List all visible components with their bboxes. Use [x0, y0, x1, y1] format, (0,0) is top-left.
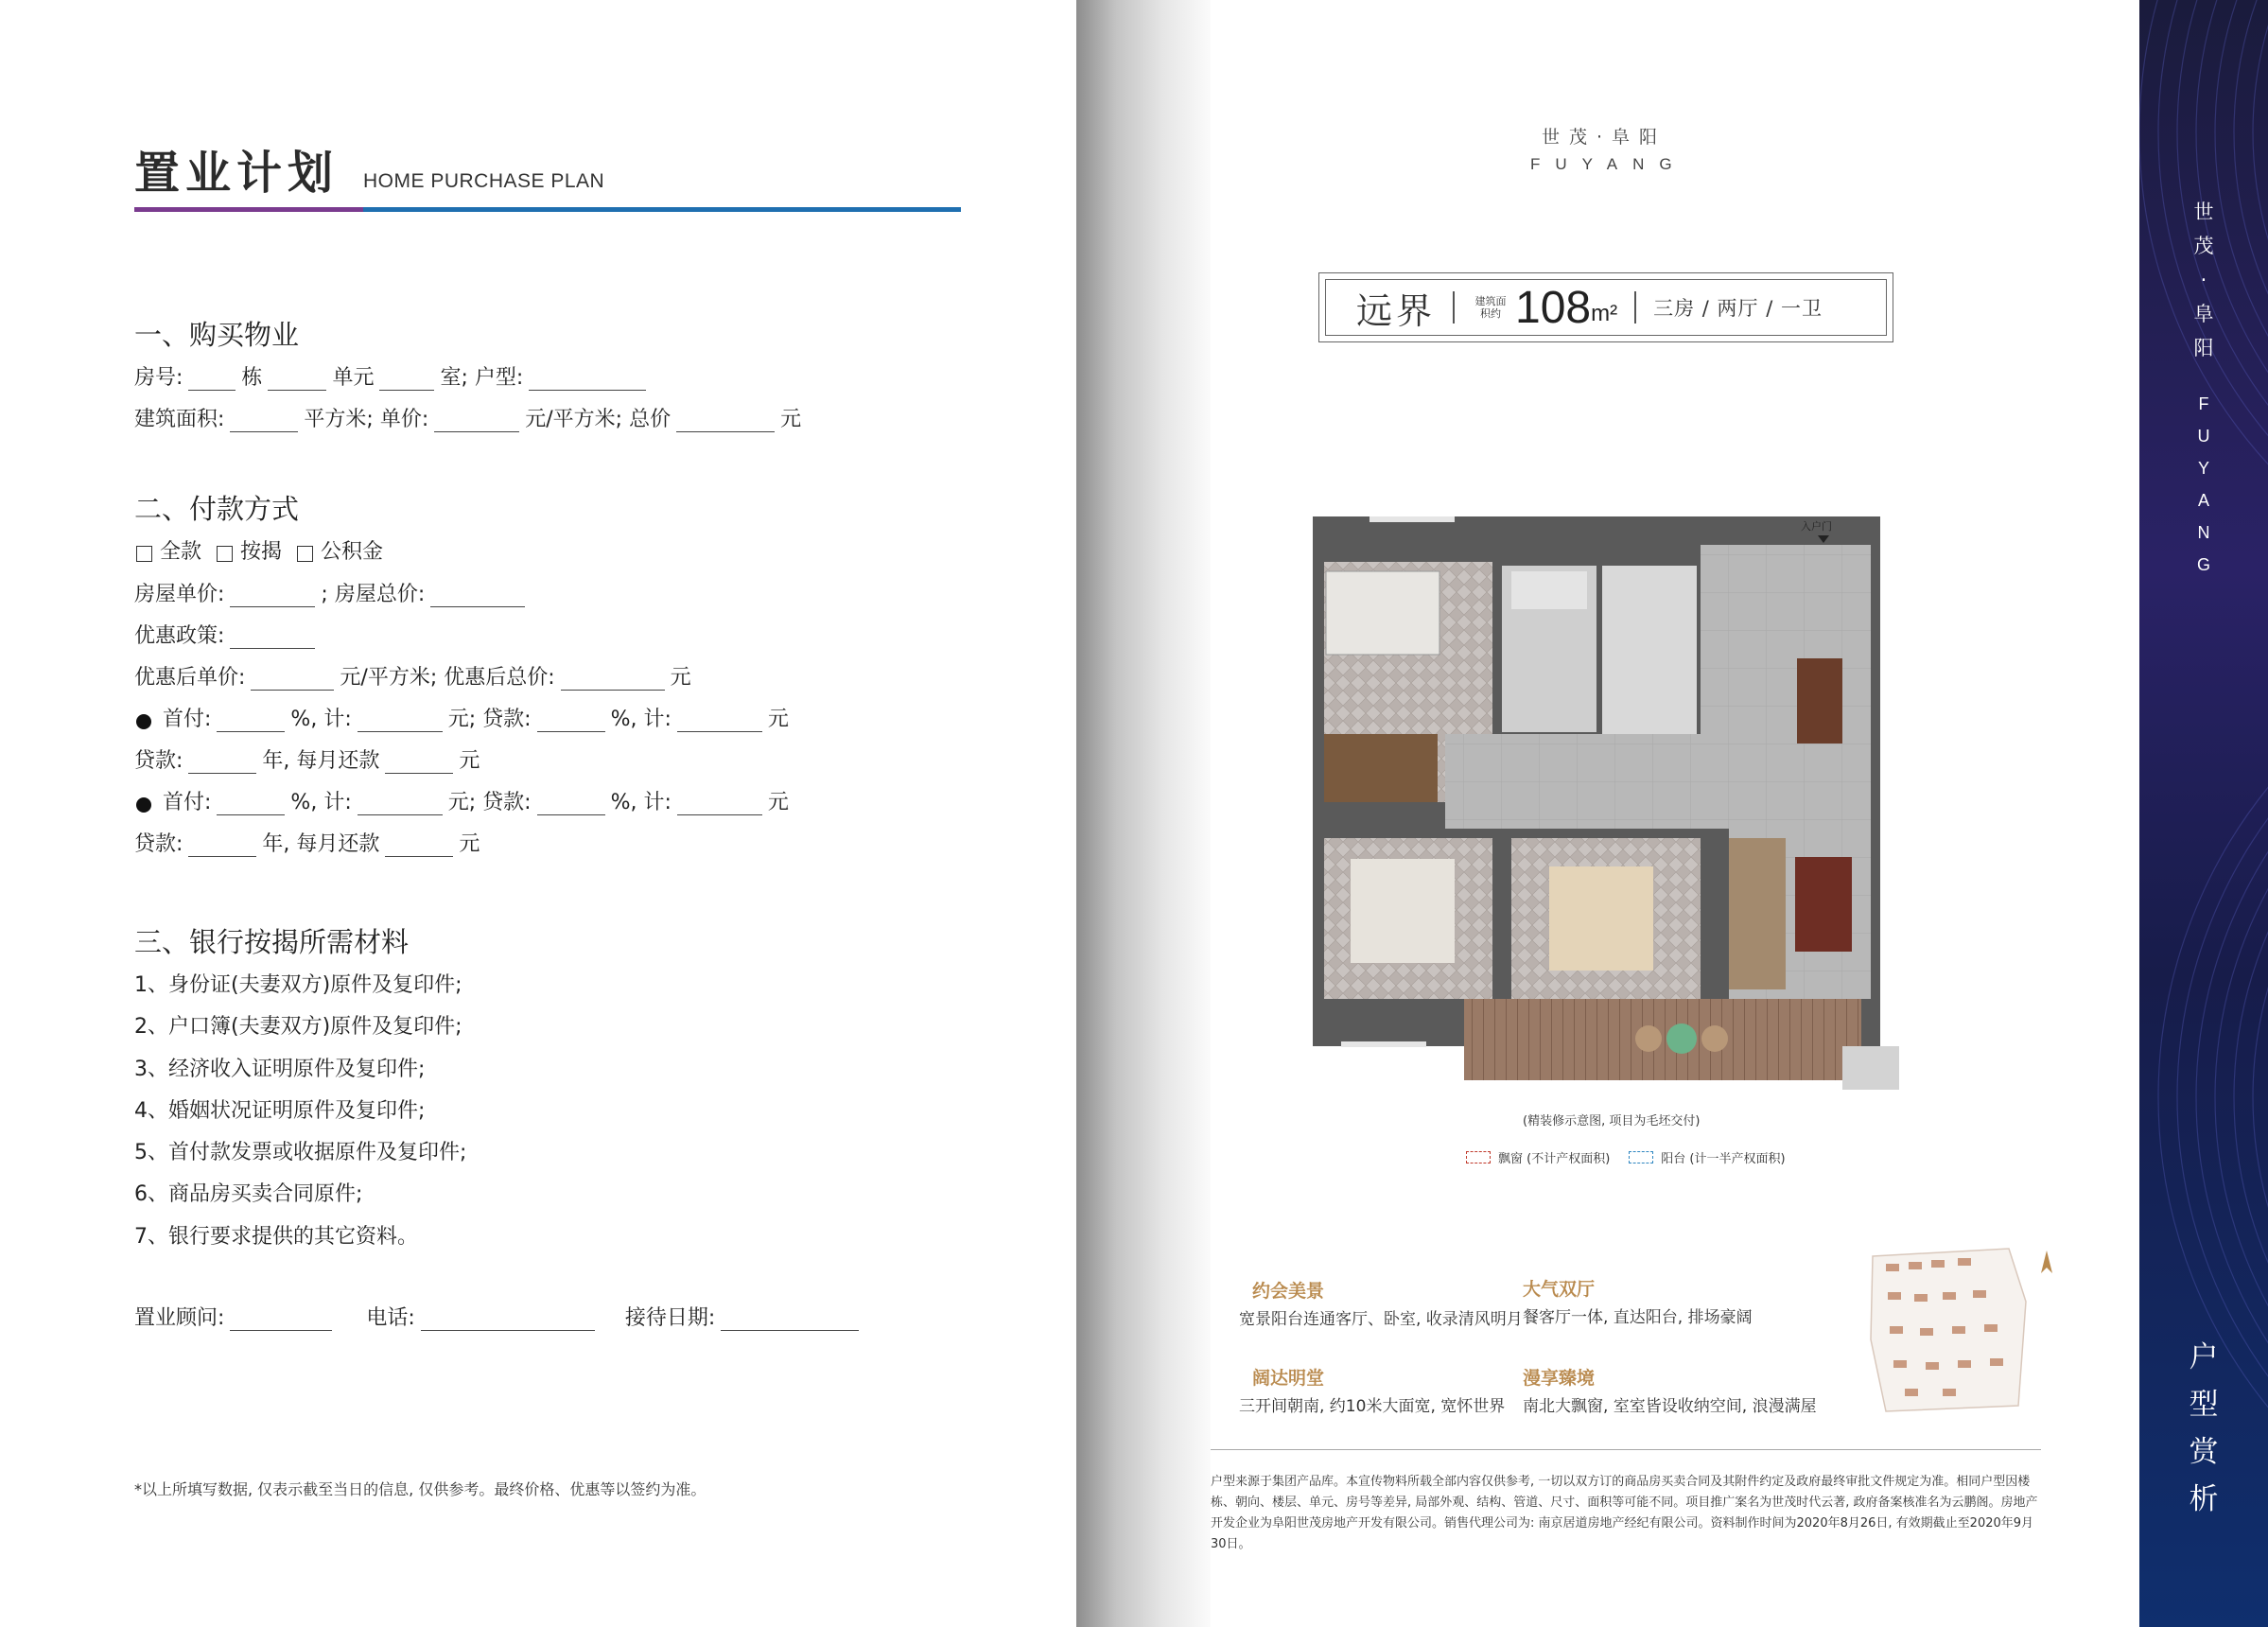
blank-monthly[interactable]: [385, 752, 453, 774]
material-item: 7、银行要求提供的其它资料。: [134, 1225, 418, 1249]
label-yuan: 元: [459, 832, 480, 856]
label-down: 首付:: [163, 791, 212, 814]
label-house-total: ; 房屋总价:: [321, 583, 426, 606]
area-label: 建筑面积约: [1474, 295, 1507, 320]
option-full: 全款: [160, 540, 202, 564]
form-line-policy: [134, 620, 321, 649]
label-area: 建筑面积:: [134, 408, 225, 431]
floor-plan-image: [1313, 516, 1918, 1099]
material-item: 3、经济收入证明原件及复印件;: [134, 1058, 426, 1081]
band-title: [2139, 1334, 2268, 1523]
feature-title: 大气双厅: [1523, 1279, 1596, 1300]
blank-unit[interactable]: [268, 369, 326, 391]
purchase-plan-page: [0, 0, 1078, 1627]
blank-monthly[interactable]: [385, 835, 453, 857]
label-monthly: 年, 每月还款: [262, 832, 380, 856]
option-mortgage: 按揭: [240, 540, 283, 564]
blank-date[interactable]: [721, 1309, 859, 1331]
blank-discount-unit[interactable]: [251, 669, 334, 691]
band-char: 型: [2189, 1388, 2219, 1422]
side-band: [2139, 0, 2268, 1627]
material-item: 5、首付款发票或收据原件及复印件;: [134, 1141, 467, 1164]
brand-name-cn: 世茂·阜阳: [1542, 127, 1667, 148]
band-char: U: [2197, 427, 2210, 446]
form-line-room: [134, 361, 652, 391]
blank-loan-amt[interactable]: [677, 710, 762, 732]
label-calc: %, 计:: [290, 708, 352, 731]
blank-down-pct[interactable]: [217, 710, 285, 732]
blank-house-unit-price[interactable]: [230, 586, 315, 607]
label-policy: 优惠政策:: [134, 624, 225, 648]
checkbox-mortgage[interactable]: [217, 546, 233, 562]
blank-down-pct[interactable]: [217, 794, 285, 815]
title-underline-accent: [134, 207, 363, 212]
blank-down-amt[interactable]: [358, 794, 443, 815]
site-map-image: [1867, 1245, 2033, 1417]
disclaimer: 户型来源于集团产品库。本宣传物料所载全部内容仅供参考, 一切以双方订的商品房买卖合同及其附件约定及政府最终审批文件规定为准。相同户型因楼栋、朝向、楼层、单元、房号等差异, 局部外观、结构、管道、尺寸、面积等可能不同。项目推广案名为世茂时代云著, 政府备案核准名为云鹏阁。房地产开发企业为阜阳世茂房地产开发有限公司。销售代理公司为: 南京居道房地产经纪有限公司。资料制作时间为2020年8月26日, 有效期截止至2020年9月30日。: [1211, 1475, 2038, 1551]
balcony-swatch: [1629, 1151, 1653, 1163]
blank-loan-years[interactable]: [188, 752, 256, 774]
area-unit: m²: [1591, 301, 1618, 326]
blank-loan-amt[interactable]: [677, 794, 762, 815]
area-value: 108: [1515, 282, 1592, 333]
label-building: 栋: [241, 366, 263, 390]
band-brand-cn: [2139, 195, 2268, 365]
label-loan-years: 贷款:: [134, 749, 183, 773]
blank-loan-pct[interactable]: [537, 794, 605, 815]
room-config: 三房 / 两厅 / 一卫: [1653, 297, 1823, 320]
label-consultant: 置业顾问:: [134, 1306, 225, 1330]
feature-title: 漫享臻境: [1523, 1368, 1596, 1389]
page-subtitle: HOME PURCHASE PLAN: [363, 170, 605, 192]
entrance-label: 入户门: [1801, 520, 1832, 533]
unit-name: 远界: [1356, 289, 1437, 332]
feature-desc: 宽景阳台连通客厅、卧室, 收录清风明月: [1239, 1310, 1523, 1329]
blank-consultant[interactable]: [230, 1309, 332, 1331]
legend-balcony: 阳台 (计一半产权面积): [1661, 1152, 1786, 1166]
bullet-icon: [136, 714, 151, 729]
band-char: F: [2198, 394, 2209, 413]
label-loan-years: 贷款:: [134, 832, 183, 856]
material-item: 2、户口簿(夫妻双方)原件及复印件;: [134, 1015, 462, 1039]
band-char: N: [2197, 523, 2210, 542]
blank-total[interactable]: [676, 411, 775, 432]
blank-room[interactable]: [379, 369, 434, 391]
blank-discount-total[interactable]: [561, 669, 665, 691]
checkbox-full[interactable]: [136, 546, 152, 562]
material-item: 6、商品房买卖合同原件;: [134, 1182, 363, 1206]
label-room-type: 室; 户型:: [440, 366, 524, 390]
bay-window-swatch: [1466, 1151, 1491, 1163]
blank-building[interactable]: [188, 369, 236, 391]
label-total: 元/平方米; 总价: [525, 408, 672, 431]
blank-area[interactable]: [230, 411, 298, 432]
blank-policy[interactable]: [230, 627, 315, 649]
label-yuan: 元: [767, 708, 789, 731]
form-line-discount: [134, 661, 691, 691]
band-char: 阜: [2193, 303, 2214, 325]
label-calc: %, 计:: [290, 791, 352, 814]
feature-title: 约会美景: [1252, 1281, 1325, 1302]
band-char: 户: [2189, 1340, 2219, 1374]
divider: [1453, 291, 1455, 324]
label-discount-unit: 优惠后单价:: [134, 666, 246, 690]
form-line-loan-2: [134, 828, 480, 857]
label-down: 首付:: [163, 708, 212, 731]
label-house-unit-price: 房屋单价:: [134, 583, 225, 606]
divider: [1634, 291, 1636, 324]
band-char: 析: [2189, 1482, 2219, 1516]
page-title: 置业计划: [134, 147, 340, 200]
band-char: G: [2196, 555, 2210, 574]
band-char: 世: [2193, 201, 2214, 223]
band-brand-en: [2139, 388, 2268, 581]
payment-options: [134, 535, 383, 565]
material-item: 4、婚姻状况证明原件及复印件;: [134, 1099, 426, 1123]
plan-caption: (精装修示意图, 项目为毛坯交付): [1523, 1114, 1701, 1128]
option-fund: 公积金: [321, 540, 384, 564]
label-monthly: 年, 每月还款: [262, 749, 380, 773]
label-calc: %, 计:: [610, 708, 672, 731]
blank-house-total[interactable]: [430, 586, 525, 607]
band-char: 茂: [2193, 235, 2214, 257]
title-underline: [134, 207, 961, 212]
label-loan: 元; 贷款:: [447, 791, 532, 814]
blank-loan-years[interactable]: [188, 835, 256, 857]
feature-desc: 南北大飘窗, 室室皆设收纳空间, 浪漫满屋: [1523, 1397, 1817, 1416]
band-char: 赏: [2189, 1435, 2219, 1469]
floor-plan-page: [1211, 0, 2139, 1627]
section-heading-payment: 二、付款方式: [134, 493, 300, 525]
feature-desc: 餐客厅一体, 直达阳台, 排场豪阔: [1523, 1308, 1753, 1327]
label-discount-total: 元/平方米; 优惠后总价:: [340, 666, 555, 690]
footnote: *以上所填写数据, 仅表示截至当日的信息, 仅供参考。最终价格、优惠等以签约为准。: [134, 1480, 707, 1498]
label-yuan: 元: [670, 666, 691, 690]
form-line-down-payment-1: [134, 703, 789, 732]
blank-phone[interactable]: [421, 1309, 595, 1331]
label-yuan: 元: [780, 408, 802, 431]
form-line-down-payment-2: [134, 786, 789, 815]
section-heading-property: 一、购买物业: [134, 319, 300, 351]
blank-room-type[interactable]: [529, 369, 646, 391]
checkbox-fund[interactable]: [297, 546, 313, 562]
blank-loan-pct[interactable]: [537, 710, 605, 732]
section-heading-materials: 三、银行按揭所需材料: [134, 926, 410, 958]
band-char: Y: [2197, 459, 2209, 478]
signature-line: [134, 1302, 864, 1331]
feature-desc: 三开间朝南, 约10米大面宽, 宽怀世界: [1239, 1397, 1506, 1416]
form-line-loan-1: [134, 744, 480, 774]
form-line-house-price: [134, 578, 531, 607]
band-char: ·: [2200, 269, 2207, 291]
label-unit-price: 平方米; 单价:: [304, 408, 429, 431]
form-line-area: [134, 403, 801, 432]
blank-unit-price[interactable]: [434, 411, 519, 432]
label-loan: 元; 贷款:: [447, 708, 532, 731]
legend-bay: 飘窗 (不计产权面积): [1498, 1152, 1611, 1166]
label-date: 接待日期:: [624, 1306, 716, 1330]
plan-legend: [1466, 1148, 1786, 1166]
label-room-no: 房号:: [134, 366, 183, 390]
label-calc: %, 计:: [610, 791, 672, 814]
material-item: 1、身份证(夫妻双方)原件及复印件;: [134, 973, 462, 997]
divider: [1211, 1449, 2041, 1450]
label-phone: 电话:: [366, 1306, 415, 1330]
feature-title: 阔达明堂: [1252, 1368, 1325, 1389]
band-char: A: [2197, 491, 2209, 510]
unit-info-box: [1318, 272, 1893, 342]
label-unit: 单元: [332, 366, 375, 390]
north-arrow-icon: [2041, 1251, 2052, 1273]
band-char: 阳: [2193, 337, 2214, 359]
brand-name-en: FUYANG: [1530, 155, 1687, 173]
page-gutter: [1076, 0, 1211, 1627]
bullet-icon: [136, 797, 151, 813]
label-yuan: 元: [459, 749, 480, 773]
blank-down-amt[interactable]: [358, 710, 443, 732]
label-yuan: 元: [767, 791, 789, 814]
